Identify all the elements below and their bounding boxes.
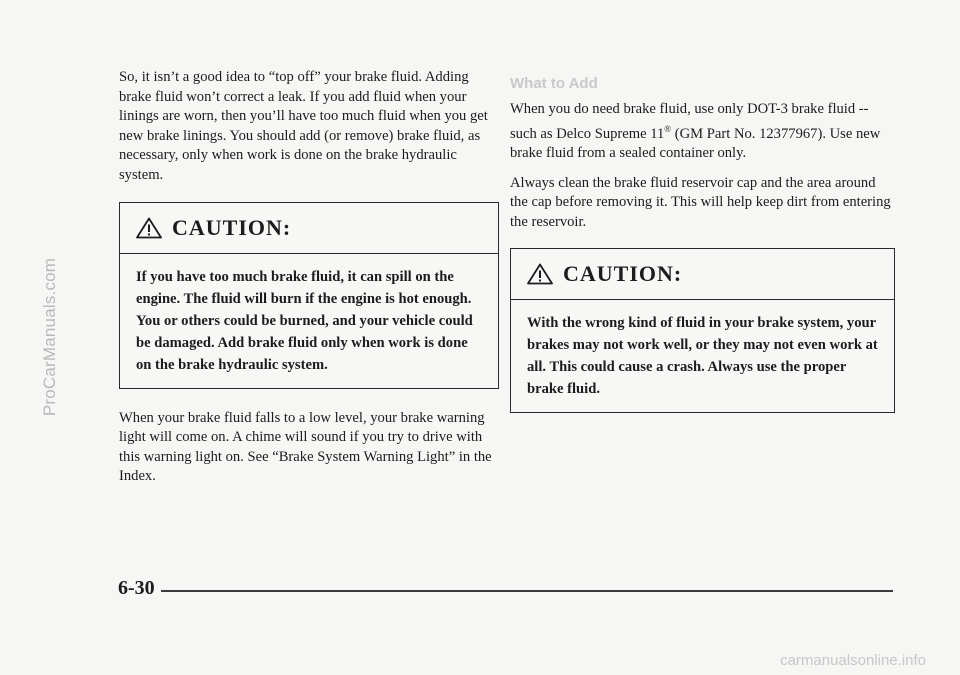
footer-rule xyxy=(161,590,893,592)
right-paragraph-1-part-b: (GM Part No. 12377967). Use new brake fluid from a sealed container only. xyxy=(510,125,881,162)
warning-triangle-icon xyxy=(136,217,162,239)
footer-watermark: carmanualsonline.info xyxy=(780,652,926,669)
caution-text: With the wrong kind of fluid in your brake system, your brakes may not work well, or they may not even work at all. This could cause a crash. Always use the proper brake fluid. xyxy=(527,315,878,398)
warning-triangle-icon xyxy=(527,263,553,285)
caution-box-left xyxy=(119,202,499,389)
caution-title: CAUTION: xyxy=(172,214,292,240)
left-column xyxy=(119,68,499,487)
section-heading: What to Add xyxy=(510,75,598,92)
right-paragraph-1-part-a: When you do need brake fluid, use only DOT-3 brake fluid -- such as Delco Supreme 11 xyxy=(510,101,869,142)
right-paragraph-1 xyxy=(510,100,895,164)
caution-title: CAUTION: xyxy=(563,261,683,287)
right-paragraph-2: Always clean the brake fluid reservoir cap and the area around the cap before removing it. This will help keep dirt from entering the reservoir. xyxy=(510,174,891,230)
caution-header xyxy=(120,203,498,254)
page-footer xyxy=(118,577,893,600)
left-paragraph-1: So, it isn’t a good idea to “top off” your brake fluid. Adding brake fluid won’t correct a leak. If you add fluid when your linings are worn, then you’ll have too much fluid when you get new brake linings. You should add (or remove) brake fluid, as necessary, only when work is done on the brake hydraulic system. xyxy=(119,69,488,183)
caution-box-right xyxy=(510,248,895,413)
right-column xyxy=(510,75,895,413)
caution-text: If you have too much brake fluid, it can spill on the engine. The fluid will burn if the engine is hot enough. You or others could be burned, and your vehicle could be damaged. Add brake fluid only when work is done on the brake hydraulic system. xyxy=(136,268,473,373)
page-number: 6-30 xyxy=(118,577,155,599)
left-paragraph-2: When your brake fluid falls to a low level, your brake warning light will come on. A chime will sound if you try to drive with this warning light on. See “Brake System Warning Light” in the Index. xyxy=(119,409,492,485)
caution-header xyxy=(511,249,894,300)
registered-mark: ® xyxy=(664,123,672,134)
side-watermark: ProCarManuals.com xyxy=(40,257,59,417)
